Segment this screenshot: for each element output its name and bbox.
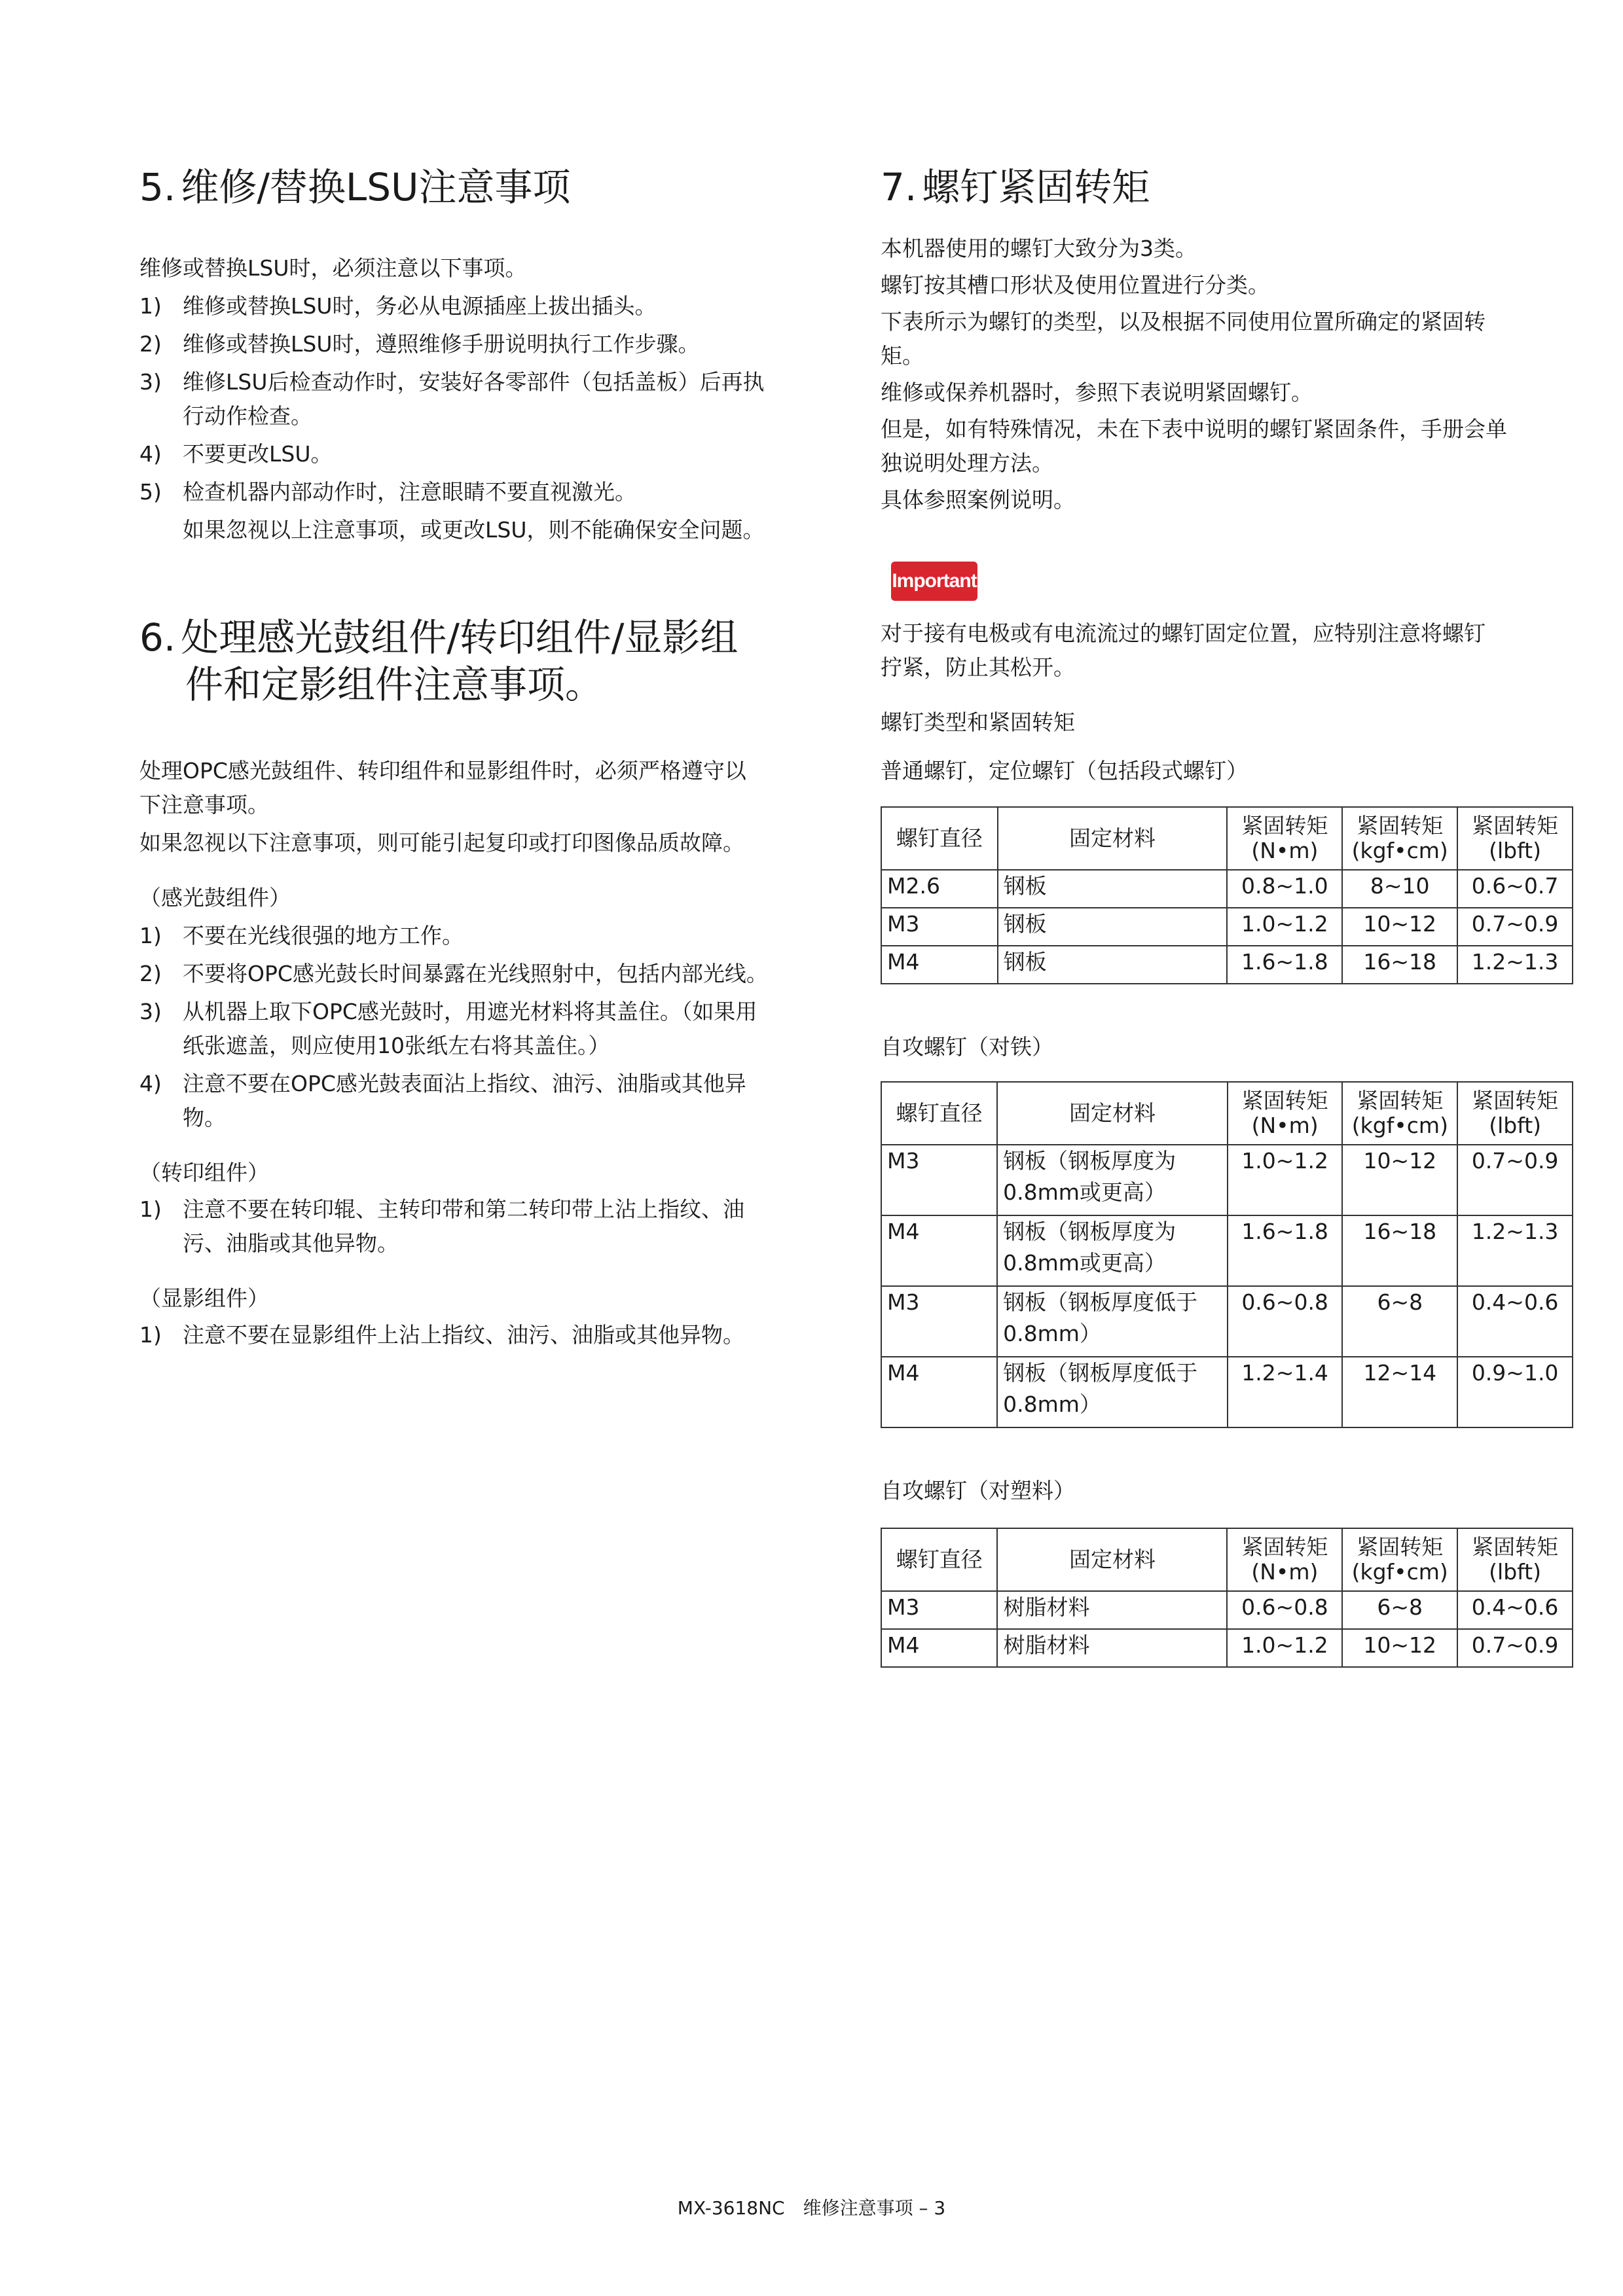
paragraph: 具体参照案例说明。 bbox=[881, 487, 1075, 512]
section-7-title: 7. 螺钉紧固转矩 bbox=[881, 165, 1150, 209]
list-item-continuation: 物。 bbox=[183, 1105, 226, 1130]
paragraph: 螺钉按其槽口形状及使用位置进行分类。 bbox=[881, 272, 1269, 298]
section-5-title bbox=[139, 164, 570, 211]
header-torque-nm: 紧固转矩 (N•m) bbox=[1227, 807, 1342, 870]
header-diameter: 螺钉直径 bbox=[881, 1082, 997, 1145]
table-row: M4 钢板（钢板厚度低于 0.8mm） 1.2~1.4 12~14 0.9~1.0 bbox=[881, 1357, 1573, 1427]
drum-heading: （感光鼓组件） bbox=[139, 885, 291, 910]
table-row: M4 树脂材料 1.0~1.2 10~12 0.7~0.9 bbox=[881, 1629, 1573, 1667]
table-header-row bbox=[881, 807, 1573, 870]
header-diameter: 螺钉直径 bbox=[881, 1528, 997, 1591]
list-item-continuation: 纸张遮盖，则应使用10张纸左右将其盖住。） bbox=[183, 1033, 610, 1058]
section-number: 7. bbox=[881, 165, 917, 209]
page-footer: MX-3618NC 维修注意事项 – 3 bbox=[677, 2197, 946, 2219]
header-torque-kgf: 紧固转矩 (kgf•cm) bbox=[1342, 1082, 1457, 1145]
list-item-continuation: 行动作检查。 bbox=[183, 403, 312, 429]
important-text-cont: 拧紧，防止其松开。 bbox=[881, 655, 1075, 680]
header-torque-kgf: 紧固转矩 (kgf•cm) bbox=[1342, 1528, 1457, 1591]
table-row: M3 钢板（钢板厚度为 0.8mm或更高） 1.0~1.2 10~12 0.7~0.9 bbox=[881, 1145, 1573, 1215]
table-header-row bbox=[881, 1082, 1573, 1145]
table1-caption: 普通螺钉，定位螺钉（包括段式螺钉） bbox=[881, 758, 1248, 783]
important-text: 对于接有电极或有电流流过的螺钉固定位置，应特别注意将螺钉 bbox=[881, 620, 1486, 646]
paragraph: 维修或保养机器时，参照下表说明紧固螺钉。 bbox=[881, 380, 1313, 405]
section-5-note: 如果忽视以上注意事项，或更改LSU，则不能确保安全问题。 bbox=[183, 517, 765, 543]
paragraph: 但是，如有特殊情况，未在下表中说明的螺钉紧固条件，手册会单 bbox=[881, 416, 1507, 442]
table-row: M2.6 钢板 0.8~1.0 8~10 0.6~0.7 bbox=[881, 870, 1573, 908]
section-6-intro-cont: 下注意事项。 bbox=[139, 792, 269, 817]
table-row: M3 钢板 1.0~1.2 10~12 0.7~0.9 bbox=[881, 908, 1573, 946]
header-diameter: 螺钉直径 bbox=[881, 807, 998, 870]
table-row: M4 钢板 1.6~1.8 16~18 1.2~1.3 bbox=[881, 946, 1573, 984]
develop-heading: （显影组件） bbox=[139, 1285, 269, 1311]
paragraph: 矩。 bbox=[881, 343, 924, 368]
header-torque-lbft: 紧固转矩 (lbft) bbox=[1457, 1082, 1573, 1145]
paragraph: 独说明处理方法。 bbox=[881, 450, 1053, 476]
section-6-title: 6. 处理感光鼓组件/转印组件/显影组 件和定影组件注意事项。 bbox=[139, 615, 739, 707]
table-row: M3 树脂材料 0.6~0.8 6~8 0.4~0.6 bbox=[881, 1591, 1573, 1629]
header-material: 固定材料 bbox=[997, 1082, 1228, 1145]
header-torque-lbft: 紧固转矩 (lbft) bbox=[1457, 807, 1573, 870]
torque-table-standard bbox=[881, 806, 1573, 984]
header-torque-lbft: 紧固转矩 (lbft) bbox=[1457, 1528, 1573, 1591]
table3-caption: 自攻螺钉（对塑料） bbox=[881, 1478, 1075, 1503]
paragraph: 本机器使用的螺钉大致分为3类。 bbox=[881, 236, 1197, 261]
section-title-text: 维修/替换LSU注意事项 bbox=[181, 165, 571, 209]
table2-caption: 自攻螺钉（对铁） bbox=[881, 1034, 1053, 1060]
table-row: M3 钢板（钢板厚度低于 0.8mm） 0.6~0.8 6~8 0.4~0.6 bbox=[881, 1286, 1573, 1357]
torque-table-tapping-plastic bbox=[881, 1528, 1573, 1668]
header-material: 固定材料 bbox=[997, 1528, 1227, 1591]
paragraph: 下表所示为螺钉的类型，以及根据不同使用位置所确定的紧固转 bbox=[881, 309, 1486, 334]
table-section-subtitle: 螺钉类型和紧固转矩 bbox=[881, 709, 1075, 735]
section-number: 5. bbox=[139, 165, 176, 209]
section-6-warning: 如果忽视以下注意事项，则可能引起复印或打印图像品质故障。 bbox=[139, 830, 744, 855]
list-item-continuation: 污、油脂或其他异物。 bbox=[183, 1230, 399, 1256]
section-6-intro: 处理OPC感光鼓组件、转印组件和显影组件时，必须严格遵守以 bbox=[139, 758, 746, 783]
section-5-intro: 维修或替换LSU时，必须注意以下事项。 bbox=[139, 255, 527, 281]
table-header-row bbox=[881, 1528, 1573, 1591]
header-material: 固定材料 bbox=[998, 807, 1228, 870]
transfer-heading: （转印组件） bbox=[139, 1160, 269, 1185]
header-torque-nm: 紧固转矩 (N•m) bbox=[1228, 1082, 1343, 1145]
important-badge: Important bbox=[891, 562, 977, 601]
table-row: M4 钢板（钢板厚度为 0.8mm或更高） 1.6~1.8 16~18 1.2~1.3 bbox=[881, 1215, 1573, 1286]
section-number: 6. bbox=[139, 615, 176, 660]
header-torque-kgf: 紧固转矩 (kgf•cm) bbox=[1342, 807, 1457, 870]
header-torque-nm: 紧固转矩 (N•m) bbox=[1227, 1528, 1342, 1591]
torque-table-tapping-iron bbox=[881, 1081, 1573, 1428]
